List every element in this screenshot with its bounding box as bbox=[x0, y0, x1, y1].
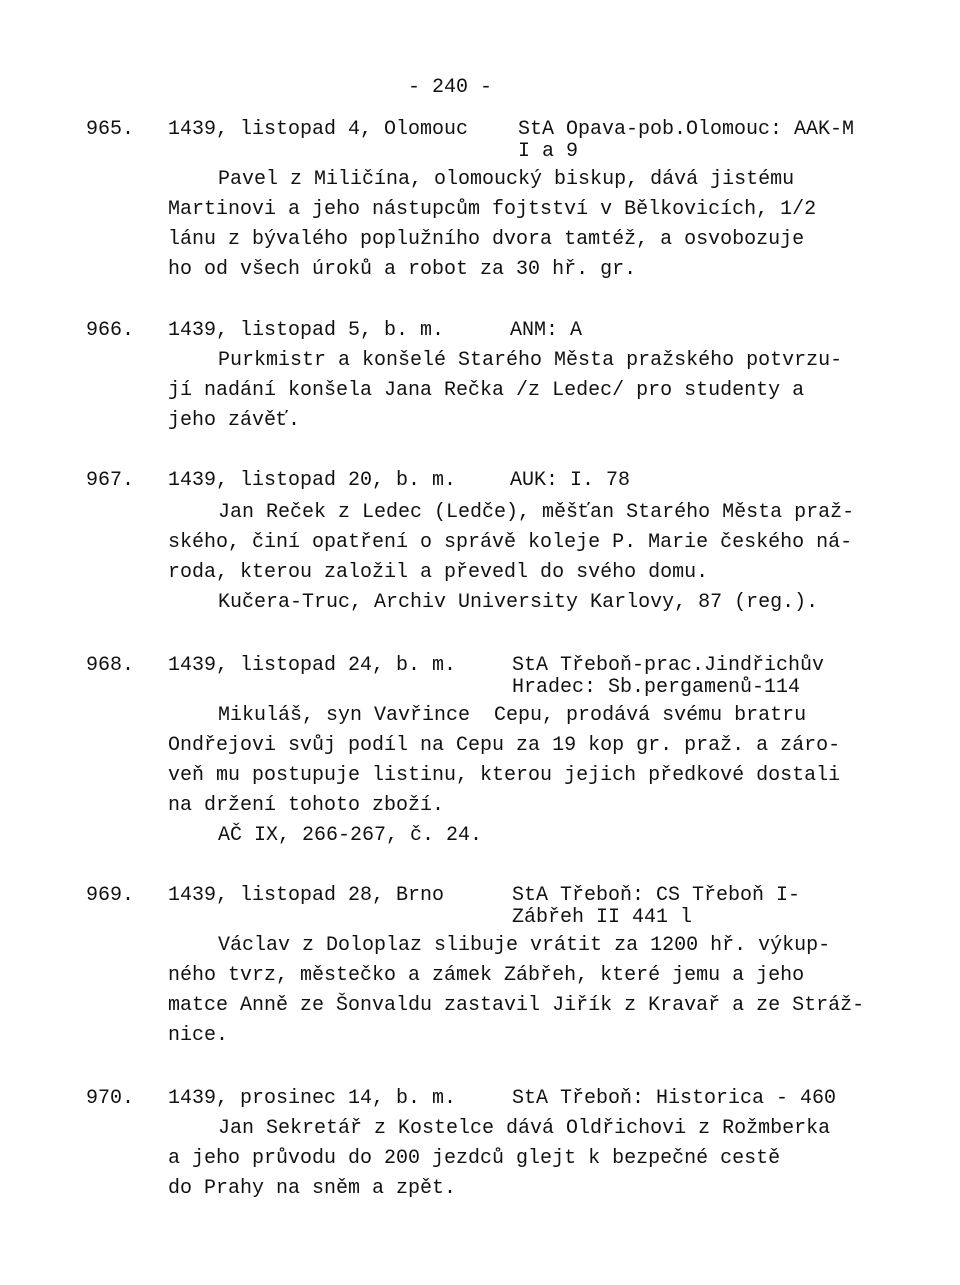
entry-text-line: Václav z Doloplaz slibuje vrátit za 1200 hř. výkup- bbox=[218, 934, 831, 957]
entry-text-line: Jan Sekretář z Kostelce dává Oldřichovi z Rožmberka bbox=[218, 1117, 831, 1140]
entry-text-line: jeho závěť. bbox=[168, 409, 301, 432]
entry-date: 1439, listopad 24, b. m. bbox=[168, 654, 457, 677]
entry-archive: ANM: A bbox=[510, 319, 583, 342]
entry-date: 1439, prosinec 14, b. m. bbox=[168, 1087, 457, 1110]
entry-text-line: Kučera-Truc, Archiv University Karlovy, 87 (reg.). bbox=[218, 591, 819, 614]
entry-text-line: lánu z bývalého poplužního dvora tamtéž, a osvobozuje bbox=[168, 228, 805, 251]
page-number: - 240 - bbox=[407, 76, 492, 99]
entry-number: 968. bbox=[86, 654, 135, 677]
entry-archive: Zábřeh II 441 l bbox=[512, 906, 693, 929]
entry-date: 1439, listopad 5, b. m. bbox=[168, 319, 445, 342]
entry-archive: StA Třeboň: Historica - 460 bbox=[512, 1087, 837, 1110]
entry-text-line: jí nadání konšela Jana Rečka /z Ledec/ pro studenty a bbox=[168, 379, 805, 402]
entry-text-line: do Prahy na sněm a zpět. bbox=[168, 1177, 457, 1200]
entry-archive: StA Třeboň: CS Třeboň I- bbox=[512, 884, 801, 907]
entry-archive: Hradec: Sb.pergamenů-114 bbox=[512, 676, 801, 699]
entry-text-line: AČ IX, 266-267, č. 24. bbox=[218, 824, 483, 847]
entry-archive: I a 9 bbox=[518, 140, 579, 163]
entry-archive: StA Opava-pob.Olomouc: AAK-M bbox=[518, 118, 855, 141]
entry-text-line: na držení tohoto zboží. bbox=[168, 794, 445, 817]
entry-text-line: Ondřejovi svůj podíl na Cepu za 19 kop gr. praž. a záro- bbox=[168, 734, 841, 757]
entry-number: 965. bbox=[86, 118, 135, 141]
entry-text-line: Mikuláš, syn Vavřince Cepu, prodává svému bratru bbox=[218, 704, 807, 727]
entry-text-line: Purkmistr a konšelé Starého Města pražského potvrzu- bbox=[218, 349, 843, 372]
entry-number: 970. bbox=[86, 1087, 135, 1110]
entry-text-line: Jan Reček z Ledec (Ledče), měšťan Starého Města praž- bbox=[218, 501, 855, 524]
entry-text-line: Pavel z Miličína, olomoucký biskup, dává jistému bbox=[218, 168, 795, 191]
entry-date: 1439, listopad 20, b. m. bbox=[168, 469, 457, 492]
entry-number: 966. bbox=[86, 319, 135, 342]
entry-number: 969. bbox=[86, 884, 135, 907]
entry-text-line: veň mu postupuje listinu, kterou jejich předkové dostali bbox=[168, 764, 841, 787]
entry-date: 1439, listopad 28, Brno bbox=[168, 884, 445, 907]
entry-text-line: Martinovi a jeho nástupcům fojtství v Bělkovicích, 1/2 bbox=[168, 198, 817, 221]
entry-text-line: ného tvrz, městečko a zámek Zábřeh, které jemu a jeho bbox=[168, 964, 805, 987]
entry-date: 1439, listopad 4, Olomouc bbox=[168, 118, 469, 141]
entry-archive: StA Třeboň-prac.Jindřichův bbox=[512, 654, 825, 677]
entry-text-line: ho od všech úroků a robot za 30 hř. gr. bbox=[168, 258, 637, 281]
entry-text-line: ského, činí opatření o správě koleje P. Marie českého ná- bbox=[168, 531, 853, 554]
entry-text-line: nice. bbox=[168, 1024, 229, 1047]
entry-text-line: a jeho průvodu do 200 jezdců glejt k bezpečné cestě bbox=[168, 1147, 781, 1170]
entry-text-line: matce Anně ze Šonvaldu zastavil Jiřík z Kravař a ze Stráž- bbox=[168, 994, 865, 1017]
entry-archive: AUK: I. 78 bbox=[510, 469, 631, 492]
entry-text-line: roda, kterou založil a převedl do svého domu. bbox=[168, 561, 709, 584]
entry-number: 967. bbox=[86, 469, 135, 492]
